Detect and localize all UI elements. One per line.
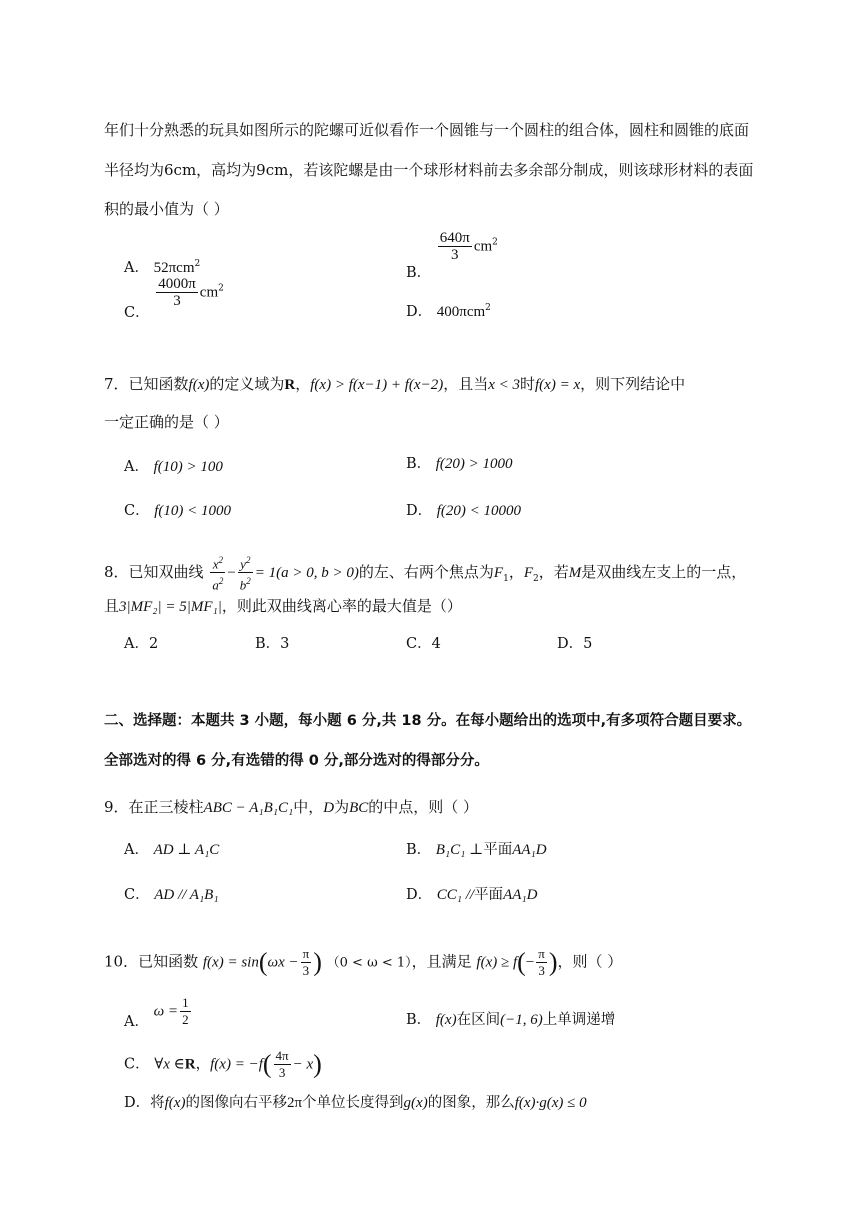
math: 3|MF₂| = 5|MF₁| [119,599,222,615]
math: − [525,954,535,971]
fraction-x2-a2: $\frac{x^2}{a^2}$ [210,552,225,594]
q8-option-a[interactable]: A．2 [124,636,159,652]
q7-line-1 [104,374,685,395]
math: M [568,564,582,581]
numerator: 1 [182,995,189,1010]
q10-option-a[interactable] [124,995,193,1028]
text: 8．已知双曲线 [104,562,204,581]
option-label: B． [406,264,432,281]
option-plane: AA₁D [503,887,538,903]
option-value: 400πcm [436,303,486,320]
numerator: π [302,946,310,961]
denominator: 3 [451,247,459,263]
subscript: 1 [503,573,509,584]
math: f(x) > f(x−1) + f(x−2) [310,377,444,393]
option-math: f(x) [435,1012,457,1028]
text: 7．已知函数 [104,375,189,393]
math: （0 < ω < 1） [326,955,412,971]
numerator: 4π [275,1048,289,1063]
q8-option-c[interactable]: C．4 [406,636,441,652]
math: f(x) ≥ f [476,954,518,971]
option-math: − x [292,1056,314,1073]
fraction [156,276,198,309]
option-text: 的图象，那么 [427,1095,515,1111]
q6-option-c[interactable] [124,276,224,321]
option-math: (−1, 6) [500,1012,543,1028]
text: 10．已知函数 [104,952,199,971]
option-value: f(20) < 10000 [436,503,522,519]
option-label: D． [406,887,433,903]
q6-option-a[interactable] [124,254,200,278]
option-text: ， [195,1056,211,1073]
section-2-heading-line-1: 二、选择题：本题共 3 小题，每小题 6 分,共 18 分。在每小题给出的选项中,有多项符合题目要求。 [104,713,752,729]
q7-line-2: 一定正确的是（ ） [104,413,229,431]
q10-option-c[interactable]: C． ∀x ∈R，f(x) = −f( $\frac{4\pi}{3}$ − x) [124,1048,322,1080]
option-value: AD ⊥ A₁C [153,842,220,858]
numerator: π [538,946,545,961]
fraction-pi-3 [536,946,547,979]
option-math: ω = [153,1003,179,1020]
q6-line-3: 积的最小值为（ ） [104,200,229,218]
q8-option-d[interactable]: D．5 [557,636,593,652]
q10-option-b[interactable] [406,1010,615,1030]
math: a [212,577,219,593]
q8-line-1: 8．已知双曲线 $\frac{x^2}{a^2}$ − $\frac{y^2}{b^2}$ = 1(a > 0, b > 0)的左、右两个焦点为$F_1$，$F_2$，若M是双曲线左支上的一点， [104,552,746,594]
text: 且 [104,597,120,615]
option-value: AD // A₁B₁ [154,887,219,903]
q6-line-1: 年们十分熟悉的玩具如图所示的陀螺可近似看作一个圆锥与一个圆柱的组合体，圆柱和圆锥的底面 [104,121,750,139]
q7-option-b[interactable] [406,454,513,474]
fraction-pi-3 [301,946,312,979]
q7-option-a[interactable] [124,457,223,477]
option-label: D．将 [124,1095,165,1111]
option-value: f(20) > 1000 [435,456,513,472]
option-text: 的图像向右平移 [185,1095,287,1111]
q9-option-c[interactable] [124,885,219,905]
math: F [523,564,534,581]
option-math: CC₁ // [436,887,475,903]
text: ， [295,375,311,393]
q9-line-1 [104,797,478,818]
section-2-heading-line-2: 全部选对的得 6 分,有选错的得 0 分,部分选对的得部分分。 [104,753,489,769]
option-label: A． [124,842,149,858]
q6-option-b[interactable] [406,230,498,281]
text: 的左、右两个焦点为 [358,562,494,581]
superscript: 2 [218,283,224,294]
text: ，且当 [443,375,489,393]
q7-option-c[interactable] [124,501,231,521]
option-label: A． [124,259,149,276]
option-label: A． [124,459,149,475]
q6-line-2: 半径均为6cm，高均为9cm，若该陀螺是由一个球形材料前去多余部分制成，则该球形材料的表面 [104,161,754,179]
denominator: 3 [278,1065,286,1080]
superscript: 2 [485,303,491,313]
math: F [493,564,504,581]
option-math: R [184,1056,196,1073]
option-value: 52πcm [153,259,195,276]
option-text: 平面 [474,887,504,903]
math: b [239,577,247,593]
option-math: ∀x ∈ [154,1056,185,1073]
denominator: 3 [302,963,310,978]
text: 9．在正三棱柱 [104,798,204,816]
math: y [240,556,246,572]
option-label: C． [124,887,150,903]
unit: cm [199,284,219,301]
math: D [323,800,335,816]
option-math: f(x) = −f [210,1056,263,1073]
option-math: B₁C₁ ⊥ [435,842,484,858]
text: 为 [334,798,350,816]
math: = 1(a > 0, b > 0) [254,564,359,581]
denominator: 3 [538,963,545,978]
subscript: 2 [533,573,539,584]
math: f(x) = x [535,377,581,393]
fraction [438,230,472,263]
text: 的定义域为 [209,375,285,393]
option-label: C． [124,503,150,519]
option-math: 2π [286,1095,303,1111]
option-math: g(x) [403,1095,428,1111]
q6-option-d[interactable] [406,298,491,322]
option-label: B． [406,456,432,472]
option-label: A． [124,1013,149,1030]
text: 的中点，则（ ） [368,798,479,816]
math: ωx − [267,954,299,971]
unit: cm [473,238,493,255]
text: ，则此双曲线离心率的最大值是（） [221,597,462,615]
superscript: 2 [492,237,498,248]
option-text: 上单调递增 [542,1012,616,1028]
option-text: 平面 [483,842,513,858]
fraction-4pi-3 [274,1048,291,1081]
text: 是双曲线左支上的一点， [581,562,747,581]
math: BC [349,800,369,816]
option-value: f(10) > 100 [153,459,223,475]
math: f(x) [188,377,210,393]
math: f(x) = sin [202,954,259,971]
text: ，则（ ） [557,952,623,971]
denominator: 2 [182,1012,189,1027]
q9-option-b[interactable] [406,840,547,860]
option-math: f(x) [164,1095,186,1111]
option-label: D． [406,503,433,519]
q10-line-1: 10．已知函数 f(x) = sin(ωx − $\frac{\pi}{3}$ ) （0 < ω < 1），且满足 f(x) ≥ f(− $\frac{\pi}{3}$ )，则（ ） [104,946,623,978]
option-label: B． [406,1012,432,1028]
text: ，若 [538,562,569,581]
math-set: R [284,377,296,393]
option-value: f(10) < 1000 [154,503,231,519]
denominator: 3 [173,293,181,309]
q8-line-2 [104,596,462,617]
fraction-1-2 [180,995,191,1028]
superscript: 2 [194,259,201,269]
math: ABC − A₁B₁C₁ [203,800,294,816]
q9-option-a[interactable] [124,840,219,860]
text: 时 [519,375,535,393]
fraction-y2-b2: $\frac{y^2}{b^2}$ [238,552,253,594]
option-text: 在区间 [456,1012,501,1028]
option-text: 个单位长度得到 [302,1095,404,1111]
option-label: C． [124,304,150,321]
numerator: 640π [439,230,470,246]
option-math: f(x)·g(x) ≤ 0 [514,1095,587,1111]
text: 中， [293,798,324,816]
text: ，则下列结论中 [580,375,686,393]
math: x [212,556,219,572]
q7-option-d[interactable] [406,501,521,521]
option-label: B． [406,842,432,858]
math: x < 3 [488,377,520,393]
text: ，且满足 [411,952,472,971]
option-label: C． [124,1056,150,1073]
q10-option-d[interactable] [124,1093,587,1113]
q8-option-b[interactable]: B．3 [255,636,290,652]
q9-option-d[interactable] [406,885,537,905]
option-plane: AA₁D [512,842,547,858]
numerator: 4000π [158,276,196,292]
option-label: D． [406,303,433,320]
